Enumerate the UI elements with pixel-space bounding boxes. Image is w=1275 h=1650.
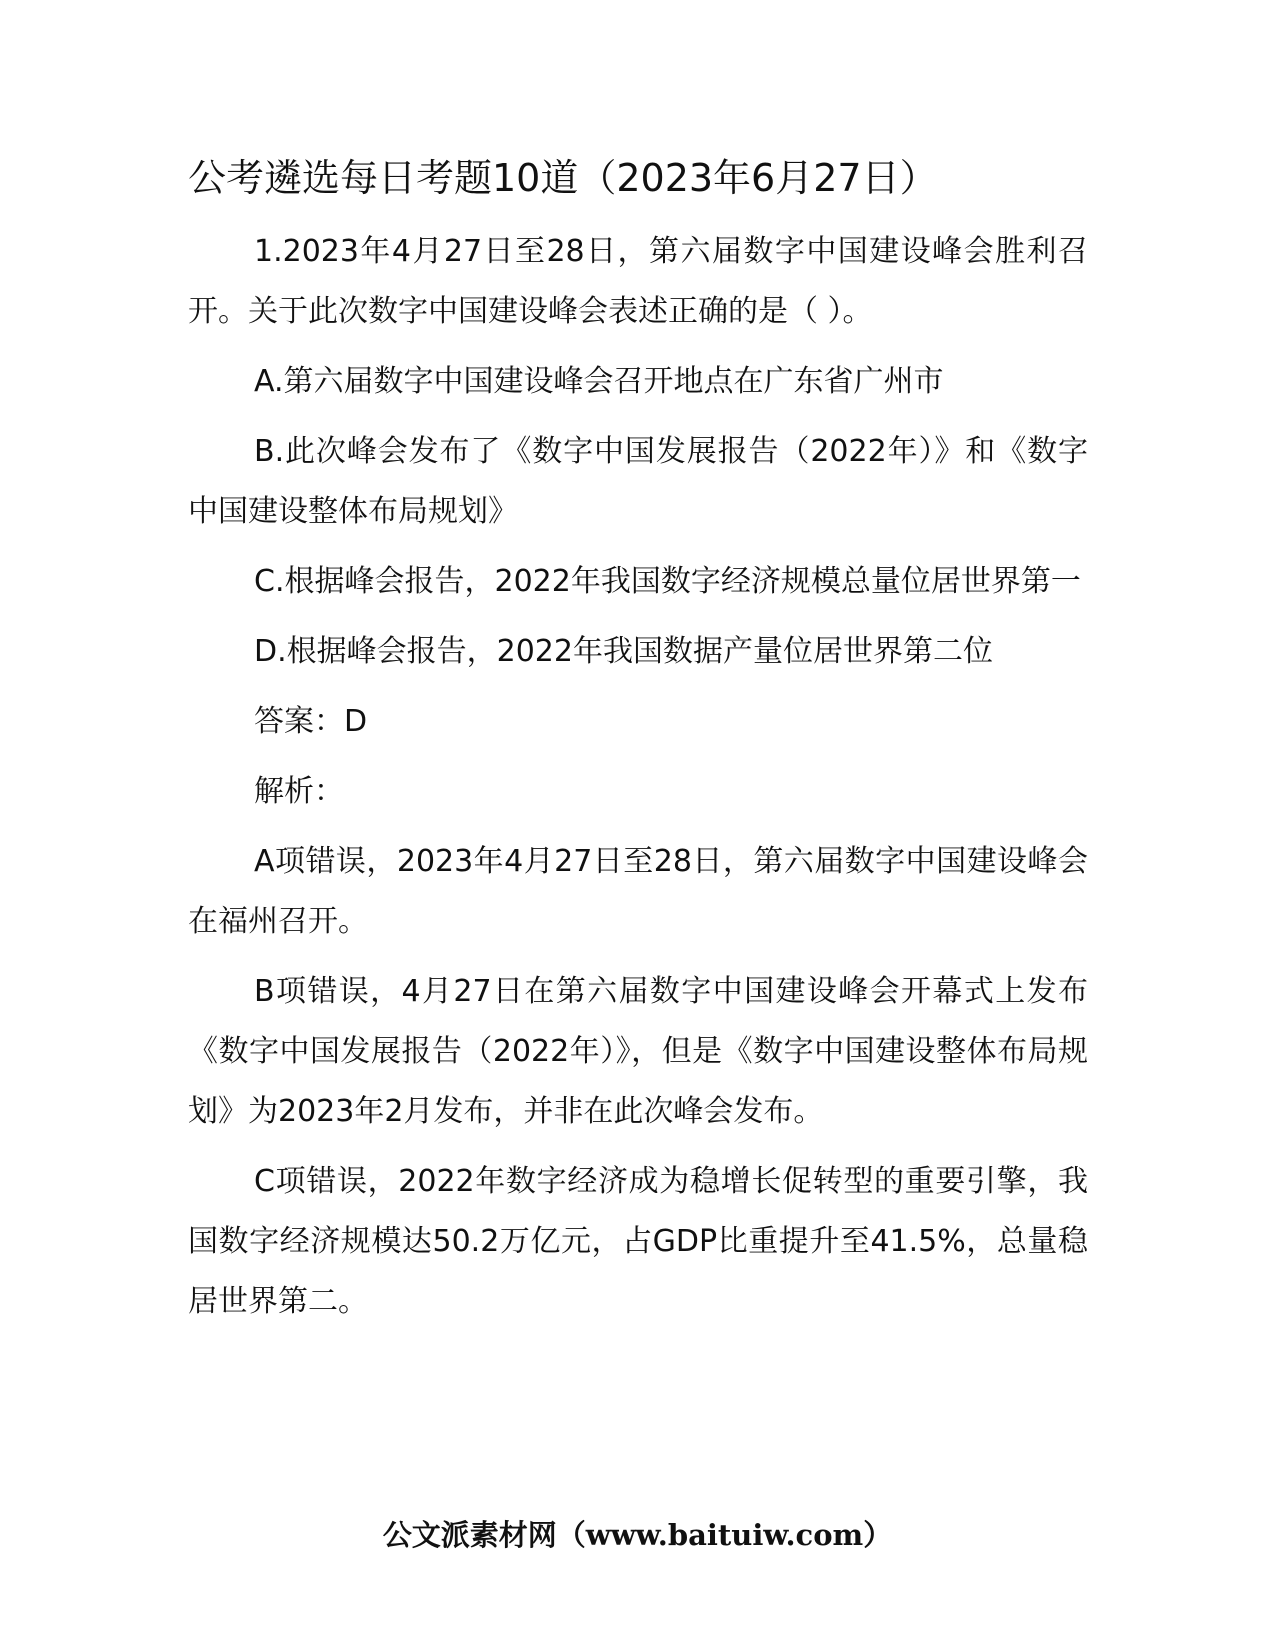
document-body xyxy=(188,222,1088,1342)
page-footer: 公文派素材网（www.baituiw.com） xyxy=(382,1518,893,1552)
option-c: C.根据峰会报告，2022年我国数字经济规模总量位居世界第一 xyxy=(254,564,1081,599)
analysis-c: C项错误，2022年数字经济成为稳增长促转型的重要引擎，我国数字经济规模达50.2万亿元，占GDP比重提升至41.5%，总量稳居世界第二。 xyxy=(188,1164,1088,1319)
analysis-heading: 解析： xyxy=(254,774,344,809)
analysis-a: A项错误，2023年4月27日至28日，第六届数字中国建设峰会在福州召开。 xyxy=(188,844,1088,939)
question-stem: 1.2023年4月27日至28日，第六届数字中国建设峰会胜利召开。关于此次数字中国建设峰会表述正确的是（ ）。 xyxy=(188,234,1088,329)
option-d: D.根据峰会报告，2022年我国数据产量位居世界第二位 xyxy=(254,634,993,669)
document-title: 公考遴选每日考题10道（2023年6月27日） xyxy=(188,156,938,200)
analysis-b: B项错误，4月27日在第六届数字中国建设峰会开幕式上发布《数字中国发展报告（2022年）》，但是《数字中国建设整体布局规划》为2023年2月发布，并非在此次峰会发布。 xyxy=(188,974,1088,1129)
option-a: A.第六届数字中国建设峰会召开地点在广东省广州市 xyxy=(254,364,944,399)
option-b: B.此次峰会发布了《数字中国发展报告（2022年）》和《数字中国建设整体布局规划》 xyxy=(188,434,1088,529)
answer-line: 答案：D xyxy=(254,704,368,739)
